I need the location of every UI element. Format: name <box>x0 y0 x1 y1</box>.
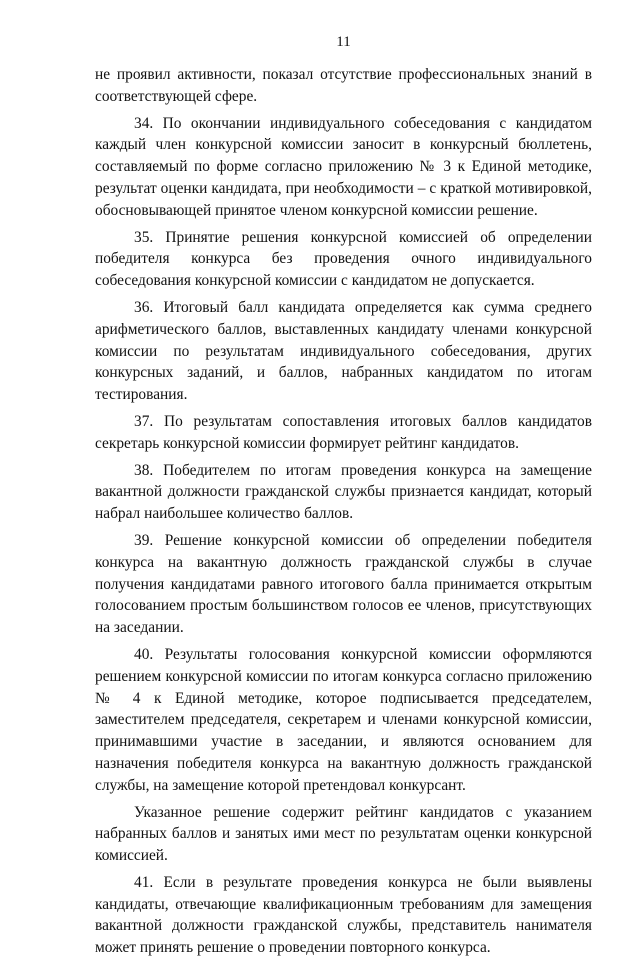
paragraph-39: 39. Решение конкурсной комиссии об определении победителя конкурса на вакантную должность гражданской службы в случае получения кандидатами равного итогового балла принимается открытым голосованием простым большинством голосов ее членов, присутствующих на заседании. <box>95 531 592 637</box>
paragraph-35: 35. Принятие решения конкурсной комиссией об определении победителя конкурса без проведения очного индивидуального собеседования конкурсной комиссии с кандидатом не допускается. <box>95 228 592 290</box>
paragraph-37: 37. По результатам сопоставления итоговых баллов кандидатов секретарь конкурсной комиссии формирует рейтинг кандидатов. <box>95 412 592 452</box>
paragraph-40-note: Указанное решение содержит рейтинг кандидатов с указанием набранных баллов и занятых ими мест по результатам оценки конкурсной комиссией. <box>95 803 592 865</box>
paragraph-40: 40. Результаты голосования конкурсной комиссии оформляются решением конкурсной комиссии по итогам конкурса согласно приложению № 4 к Единой методике, которое подписывается председателем, заместителем председателя, секретарем и членами конкурсной комиссии, принимавшими участие в заседании, и являются основанием для назначения победителя конкурса на вакантную должность гражданской службы, на замещение которой претендовал конкурсант. <box>95 645 592 794</box>
paragraph-36: 36. Итоговый балл кандидата определяется как сумма среднего арифметического баллов, выставленных кандидату членами конкурсной комиссии по результатам индивидуального собеседования, других конкурсных заданий, и баллов, набранных кандидатом по итогам тестирования. <box>95 298 592 404</box>
paragraph-41: 41. Если в результате проведения конкурса не были выявлены кандидаты, отвечающие квалификационным требованиям для замещения вакантной должности гражданской службы, представитель нанимателя может принять решение о проведении повторного конкурса. <box>95 873 592 957</box>
paragraph-38: 38. Победителем по итогам проведения конкурса на замещение вакантной должности гражданской службы признается кандидат, который набрал наибольшее количество баллов. <box>95 461 592 523</box>
paragraph-continuation: не проявил активности, показал отсутствие профессиональных знаний в соответствующей сфере. <box>95 66 592 105</box>
page-number: 11 <box>336 34 351 50</box>
paragraph-34: 34. По окончании индивидуального собеседования с кандидатом каждый член конкурсной комиссии заносит в конкурсный бюллетень, составляемый по форме согласно приложению № 3 к Единой методике, результат оценки кандидата, при необходимости – с краткой мотивировкой, обосновывающей принятое членом конкурсной комиссии решение. <box>95 114 592 219</box>
